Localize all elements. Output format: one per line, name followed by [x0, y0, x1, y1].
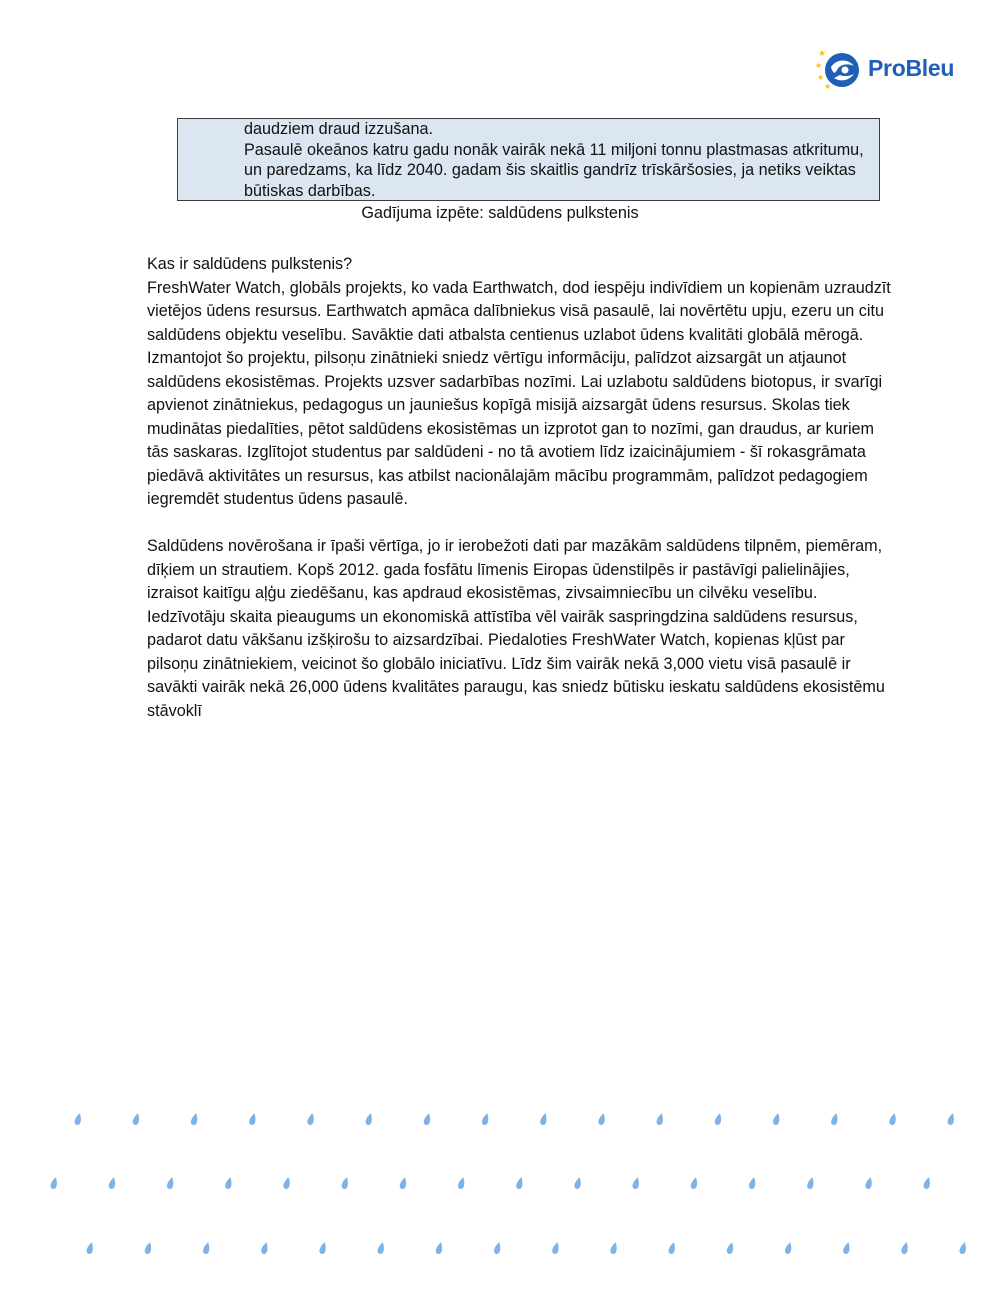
water-drop-icon: [923, 1176, 932, 1189]
water-drop-icon: [248, 1112, 257, 1125]
water-drop-icon: [901, 1241, 910, 1254]
brand-name: [868, 54, 954, 82]
water-drop-icon: [423, 1112, 432, 1125]
water-drop-icon: [551, 1241, 560, 1254]
water-drop-icon: [598, 1112, 607, 1125]
water-drop-icon: [947, 1112, 956, 1125]
paragraph-2: Saldūdens novērošana ir īpaši vērtīga, jo ir ierobežoti dati par mazākām saldūdens tilpnēm, piemēram, dīķiem un strautiem. Kopš 2012. gada fosfātu līmenis Eiropas ūdenstilpēs ir pastāvīgi palielinājies, izraisot kaitīgu aļģu ziedēšanu, kas apdraud ekosistēmas, zivsaimniecību un cilvēku veselību. Iedzīvotāju skaita pieaugums un ekonomiskā attīstība vēl vairāk saspringdzina saldūdens resursus, padarot datu vākšanu izšķirošu to aizsardzībai. Piedaloties FreshWater Watch, kopienas kļūst par pilsoņu zinātniekiem, veicinot šo globālo iniciatīvu. Līdz šim vairāk nekā 3,000 vietu visā pasaulē ir savākti vairāk nekā 26,000 ūdens kvalitātes paraugu, kas sniedz būtisku ieskatu saldūdens ekosistēmu stāvoklī: [147, 537, 885, 720]
water-drop-icon: [260, 1241, 269, 1254]
water-drop-icon: [202, 1241, 211, 1254]
water-drop-icon: [377, 1241, 386, 1254]
water-drop-icon: [656, 1112, 665, 1125]
section-heading: Kas ir saldūdens pulkstenis?: [147, 255, 353, 273]
water-drop-icon: [842, 1241, 851, 1254]
main-body: [147, 253, 893, 723]
fact-box-content: [244, 119, 874, 201]
fact-box-text: Pasaulē okeānos katru gadu nonāk vairāk nekā 11 miljoni tonnu plastmasas atkritumu, un paredzams, ka līdz 2040. gadam šis skaitlis gandrīz trīskāršosies, ja netiks veiktas būtiskas darbības.: [244, 140, 864, 200]
svg-text:★: ★: [817, 73, 825, 82]
water-drop-icon: [283, 1176, 292, 1189]
water-drop-icon: [959, 1241, 968, 1254]
case-study-caption: Gadījuma izpēte: saldūdens pulkstenis: [361, 204, 639, 222]
brand-name-part2: Bleu: [905, 55, 955, 81]
water-drop-icon: [341, 1176, 350, 1189]
water-drop-icon: [365, 1112, 374, 1125]
water-drop-icon: [726, 1241, 735, 1254]
drops-pattern: [0, 1100, 1000, 1280]
svg-text:★: ★: [818, 49, 827, 59]
water-drop-icon: [515, 1176, 524, 1189]
water-drop-icon: [632, 1176, 641, 1189]
fact-box: [177, 118, 880, 201]
water-drop-icon: [714, 1112, 723, 1125]
water-drop-icon: [132, 1112, 141, 1125]
water-drop-icon: [190, 1112, 199, 1125]
svg-text:★: ★: [824, 82, 832, 91]
water-drop-icon: [319, 1241, 328, 1254]
svg-text:★: ★: [815, 61, 823, 70]
water-drop-icon: [539, 1112, 548, 1125]
water-drop-icon: [772, 1112, 781, 1125]
water-drop-icon: [166, 1176, 175, 1189]
water-drop-icon: [889, 1112, 898, 1125]
water-drop-icon: [493, 1241, 502, 1254]
water-drop-icon: [748, 1176, 757, 1189]
water-drop-icon: [668, 1241, 677, 1254]
fact-box-line1: daudziem draud izzušana.: [244, 120, 433, 138]
water-drop-icon: [830, 1112, 839, 1125]
brand-name-part1: Pro: [868, 55, 906, 81]
water-drop-icon: [610, 1241, 619, 1254]
water-drop-icon: [457, 1176, 466, 1189]
water-drop-icon: [224, 1176, 233, 1189]
paragraph-1: FreshWater Watch, globāls projekts, ko vada Earthwatch, dod iespēju indivīdiem un kopienām uzraudzīt vietējos ūdens resursus. Earthwatch apmāca dalībniekus visā pasaulē, lai novērtētu upju, ezeru un citu saldūdens objektu veselību. Savāktie dati atbalsta centienus uzlabot ūdens kvalitāti globālā mērogā. Izmantojot šo projektu, pilsoņu zinātnieki sniedz vērtīgu informāciju, palīdzot aizsargāt un atjaunot saldūdens ekosistēmas. Projekts uzsver sadarbības nozīmi. Lai uzlabotu saldūdens biotopus, ir svarīgi apvienot zinātniekus, pedagogus un jauniešus kopīgā misijā aizsargāt ūdens resursus. Skolas tiek mudinātas piedalīties, pētot saldūdens ekosistēmas un izprotot gan to nozīmi, gan draudus, ar kuriem tās saskaras. Izglītojot studentus par saldūdeni - no tā avotiem līdz izaicinājumiem - šī rokasgrāmata piedāvā aktivitātes un resursus, kas atbilst nacionālajām mācību programmām, palīdzot pedagogiem iegremdēt studentus ūdens pasaulē.: [147, 278, 891, 508]
water-drop-icon: [399, 1176, 408, 1189]
water-drop-icon: [574, 1176, 583, 1189]
water-drop-icon: [50, 1176, 59, 1189]
water-drop-icon: [865, 1176, 874, 1189]
water-drop-icon: [690, 1176, 699, 1189]
water-drop-icon: [806, 1176, 815, 1189]
water-drop-icon: [144, 1241, 153, 1254]
water-drop-icon: [784, 1241, 793, 1254]
decorative-drops: [0, 1100, 1000, 1280]
probleu-logo: [814, 46, 964, 92]
water-drop-icon: [86, 1241, 95, 1254]
water-drop-icon: [307, 1112, 316, 1125]
water-drop-icon: [481, 1112, 490, 1125]
water-drop-icon: [74, 1112, 83, 1125]
water-drop-icon: [108, 1176, 117, 1189]
probleu-emblem-icon: [814, 46, 866, 92]
water-drop-icon: [435, 1241, 444, 1254]
